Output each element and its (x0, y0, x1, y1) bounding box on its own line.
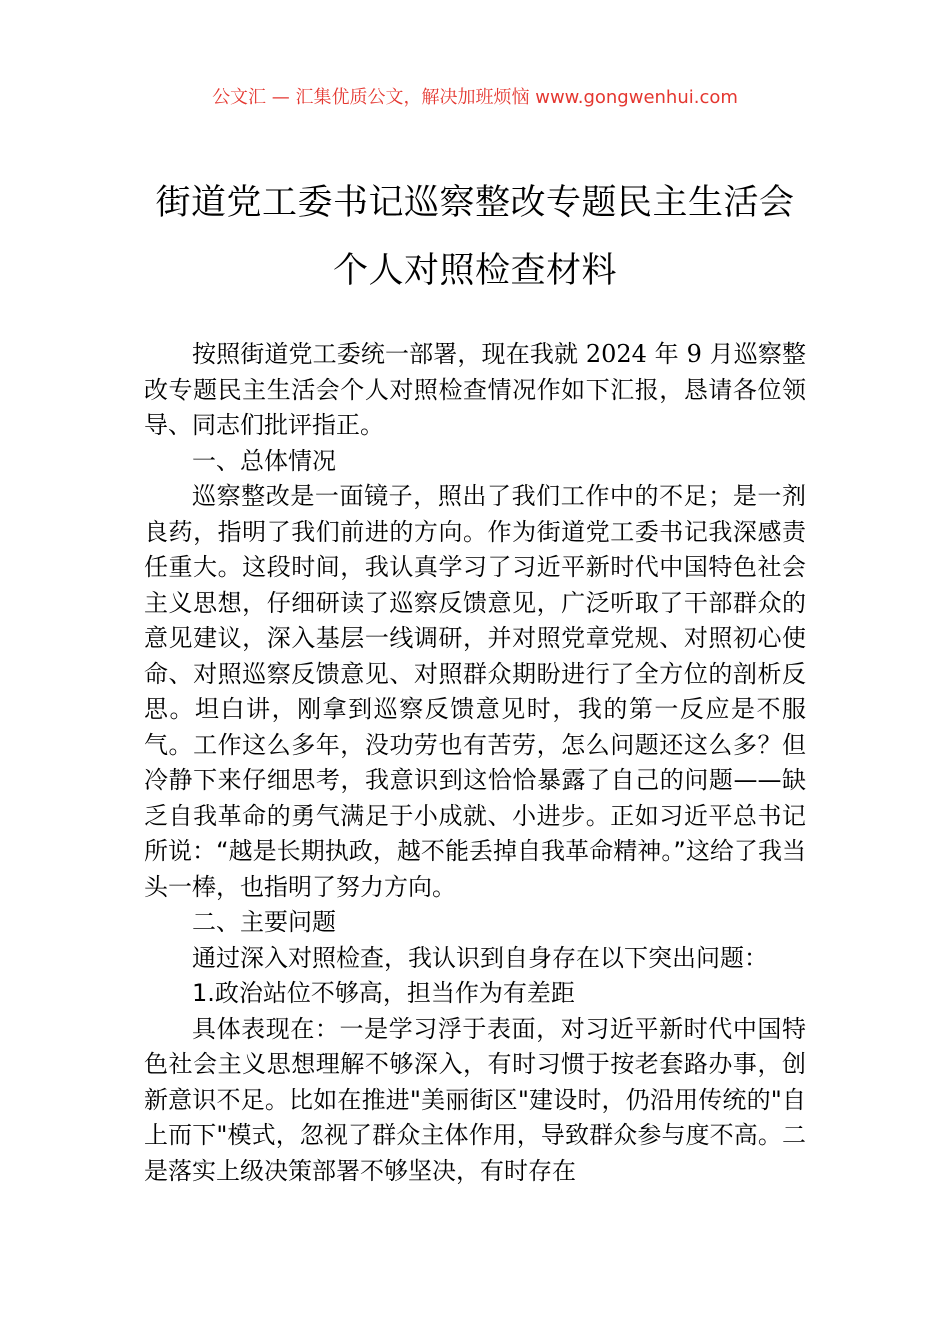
subheading-political-stance: 1.政治站位不够高，担当作为有差距 (192, 979, 575, 1007)
intro-paragraph: 按照街道党工委统一部署，现在我就 2024 年 9 月巡察整改专题民主生活会个人对照检查情况作如下汇报，恳请各位领导、同志们批评指正。 (144, 340, 806, 439)
overview-paragraph: 巡察整改是一面镜子，照出了我们工作中的不足；是一剂良药，指明了我们前进的方向。作为街道党工委书记我深感责任重大。这段时间，我认真学习了习近平新时代中国特色社会主义思想，仔细研读了巡察反馈意见，广泛听取了干部群众的意见建议，深入基层一线调研，并对照党章党规、对照初心使命、对照巡察反馈意见、对照群众期盼进行了全方位的剖析反思。坦白讲，刚拿到巡察反馈意见时，我的第一反应是不服气。工作这么多年，没功劳也有苦劳，怎么问题还这么多？但冷静下来仔细思考，我意识到这恰恰暴露了自己的问题——缺乏自我革命的勇气满足于小成就、小进步。正如习近平总书记所说：“越是长期执政，越不能丢掉自我革命精神。”这给了我当头一棒，也指明了努力方向。 (144, 482, 806, 901)
political-stance-paragraph: 具体表现在：一是学习浮于表面，对习近平新时代中国特色社会主义思想理解不够深入，有时习惯于按老套路办事，创新意识不足。比如在推进"美丽街区"建设时，仍沿用传统的"自上而下"模式，忽视了群众主体作用，导致群众参与度不高。二是落实上级决策部署不够坚决，有时存在 (144, 1014, 806, 1185)
document-body (144, 337, 806, 1189)
site-banner: 公文汇 — 汇集优质公文，解决加班烦恼 www.gongwenhui.com (212, 87, 738, 108)
document-title-line-1: 街道党工委书记巡察整改专题民主生活会 (155, 183, 795, 223)
section-heading-overview: 一、总体情况 (192, 446, 336, 475)
document-title-line-2: 个人对照检查材料 (332, 251, 617, 291)
problems-intro-paragraph: 通过深入对照检查，我认识到自身存在以下突出问题： (192, 943, 768, 972)
section-heading-main-problems: 二、主要问题 (192, 908, 336, 936)
